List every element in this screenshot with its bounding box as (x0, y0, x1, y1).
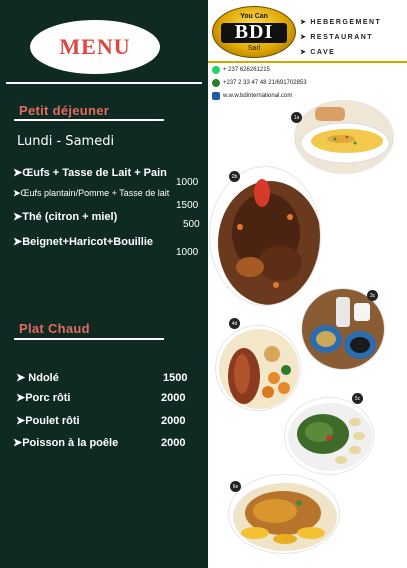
menu-item (13, 436, 118, 449)
chicken-illustration (229, 475, 340, 554)
menu-item-price: 1000 (176, 177, 199, 188)
menu-item (16, 371, 59, 384)
photo-badge: 3c (367, 290, 378, 301)
contact-whatsapp: + 237 626261215 (212, 66, 270, 74)
dish-photo-stew (209, 166, 321, 306)
service-item: ➤ CAVE (300, 49, 336, 56)
menu-item (13, 235, 153, 248)
photo-badge: 4d (229, 318, 240, 329)
dish-photo-ndole (284, 397, 374, 475)
menu-item-price: 2000 (161, 437, 186, 449)
menu-title: MENU (59, 34, 131, 59)
arrow-icon: ➤ (300, 19, 308, 26)
brand-logo (212, 6, 296, 58)
stew-illustration (210, 167, 321, 306)
menu-item-name: Poisson à la poêle (22, 437, 119, 449)
menu-item-price: 1000 (176, 247, 199, 258)
menu-item-price: 1500 (163, 372, 188, 384)
menu-item (13, 166, 167, 179)
arrow-icon: ➤ (13, 167, 23, 179)
menu-item-name: Beignet+Haricot+Bouillie (22, 236, 154, 248)
divider (14, 338, 164, 340)
menu-item-name: Œufs plantain/Pomme + Tasse de lait (20, 188, 170, 198)
menu-item (13, 210, 117, 223)
arrow-icon: ➤ (300, 34, 308, 41)
service-item: ➤ RESTAURANT (300, 34, 374, 41)
fish-illustration (216, 326, 301, 411)
menu-item-name: Poulet rôti (25, 415, 80, 427)
header-divider (208, 61, 407, 63)
service-item: ➤ HEBERGEMENT (300, 19, 382, 26)
menu-item-price: 500 (183, 219, 200, 230)
photo-badge: 2b (229, 171, 240, 182)
web-icon (212, 92, 220, 100)
section-title-breakfast: Petit déjeuner (19, 103, 110, 118)
menu-item (16, 414, 80, 427)
arrow-icon: ➤ (300, 49, 308, 56)
photo-badge: 1a (291, 112, 302, 123)
dish-photo-omelette (294, 100, 394, 174)
ndole-illustration (285, 398, 374, 475)
tea-illustration (302, 289, 385, 370)
menu-item-name: Ndolé (28, 372, 59, 384)
menu-item-price: 2000 (161, 415, 186, 427)
brand-suffix: Sarl (247, 45, 261, 52)
arrow-icon: ➤ (13, 236, 23, 248)
menu-item-price: 1500 (176, 200, 199, 211)
arrow-icon: ➤ (16, 372, 29, 384)
arrow-icon: ➤ (16, 392, 26, 404)
contact-website[interactable]: w.w.w.bdinternational.com (212, 92, 292, 100)
arrow-icon: ➤ (16, 415, 26, 427)
brand-tagline: You Can (240, 13, 268, 20)
arrow-icon: ➤ (13, 437, 23, 449)
menu-item (13, 188, 169, 199)
menu-item-price: 2000 (161, 392, 186, 404)
dish-photo-chicken (228, 474, 340, 554)
section-title-hot-dishes: Plat Chaud (19, 321, 90, 336)
menu-item-name: Porc rôti (25, 392, 71, 404)
photo-badge: 6e (230, 481, 241, 492)
menu-item (16, 391, 70, 404)
menu-title-badge (30, 20, 160, 74)
whatsapp-icon (212, 66, 220, 74)
dish-photo-fish (215, 325, 301, 411)
opening-days: Lundi - Samedi (17, 134, 115, 149)
brand-name: BDI (234, 21, 274, 43)
contact-phone: +237 2 33 47 48 21/691702853 (212, 79, 307, 87)
omelette-illustration (295, 101, 394, 174)
divider (14, 119, 164, 121)
menu-item-name: Œufs + Tasse de Lait + Pain (22, 167, 167, 179)
menu-item-name: Thé (citron + miel) (22, 211, 118, 223)
arrow-icon: ➤ (13, 211, 23, 223)
photo-badge: 5c (352, 393, 363, 404)
arrow-icon: ➤ (13, 188, 21, 198)
divider (6, 82, 202, 84)
phone-icon (212, 79, 220, 87)
